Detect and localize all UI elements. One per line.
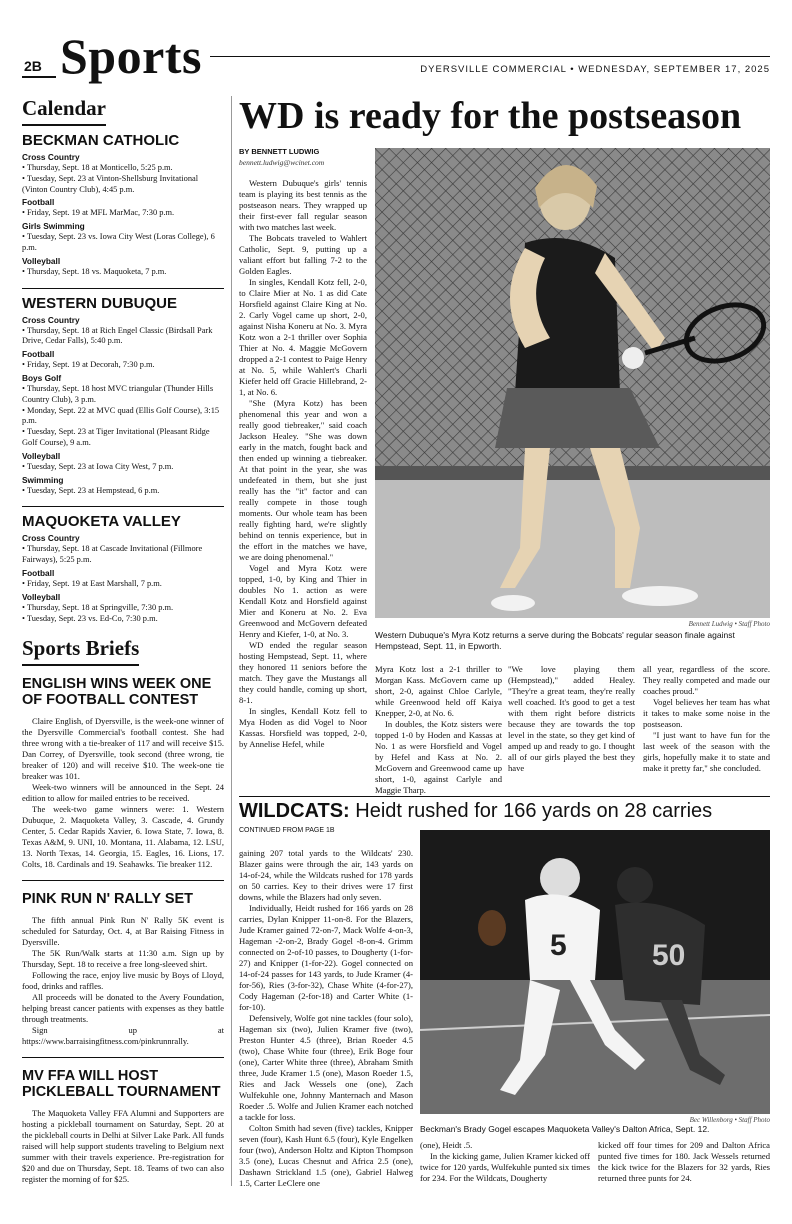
sport-name: Swimming [22, 474, 64, 485]
calendar-event: • Tuesday, Sept. 23 at Hempstead, 6 p.m. [22, 485, 160, 495]
byline: BY BENNETT LUDWIG [239, 147, 320, 156]
sport-name: Volleyball [22, 255, 61, 266]
sport-name: Volleyball [22, 450, 61, 461]
sport-name: Football [22, 197, 55, 208]
calendar-event: • Tuesday, Sept. 23 at Vinton-Shellsburg Invitational (Vinton Country Club), 4:45 p.m. [22, 173, 199, 194]
sport-name: Volleyball [22, 591, 61, 602]
paragraph: gaining 207 total yards to the Wildcats' 230. Blazer gains were through the air, 143 yards on 14-of-24, while the Wildcats rushed for 178 yards on 50 carries. Key to their drives were 17 first downs, while the Blazers had only seven. [239, 848, 413, 902]
paragraph: "I just want to have fun for the last week of the season with the girls, hopefully make it to state and make it pretty far," she concluded. [643, 730, 770, 773]
paragraph: Colton Smith had seven (five) tackles, Knipper seven (four), Kash Hunt 6.5 (four), Kyle Engelken four (two), Anderson Holtz and Kipton Thompson 3.5 (one), Lucas Chesnut and Africa 2.5 (one), Dashawn Strickland 1.5 (one), Gabriel Halweg 1.5, Carter LeClere one [239, 1123, 413, 1188]
calendar [22, 132, 224, 624]
paragraph: Individually, Heidt rushed for 166 yards on 28 carries, Dylan Knipper 11-on-8. For the Blazers, Jude Kramer gained 72-on-7, Mack Wolfe 4-on-3, Hageman -2-on-2, Brady Gogel -8-on-4. Grimm connected on 2-of-10 passes, to Dougherty (1-for-27) and Knipper (1-for-22). Gogel connected on 14-of-24 passes for 143 yards, to Jude Kramer (4-for-56), Ries (3-for-32), Chase White (4-for-27), Cody Hageman (2-for-18) and Carter White (1-for-10). [239, 903, 413, 1012]
masthead-rule [210, 56, 770, 57]
story-column-2 [375, 664, 502, 796]
tennis-photo [375, 148, 770, 618]
tennis-player-image [375, 148, 770, 618]
calendar-event: • Thursday, Sept. 18 at Springville, 7:30 p.m. [22, 602, 174, 612]
paragraph: kicked off four times for 209 and Dalton Africa punted five times for 180. Jack Wessels returned the kick twice for the Blazers for 32 yards, Ries returned three punts for 24. [598, 1140, 770, 1183]
sport-name: Football [22, 349, 55, 360]
main-headline: WD is ready for the postseason [239, 95, 742, 137]
sport-name: Cross Country [22, 152, 80, 162]
story-column-3 [508, 664, 635, 774]
calendar-event: • Tuesday, Sept. 23 vs. Ed-Co, 7:30 p.m. [22, 613, 158, 623]
brief-headline: ENGLISH WINS WEEK ONE OF FOOTBALL CONTEST [22, 676, 212, 709]
paragraph: In singles, Kendall Kotz fell to Mya Hoden as did Vogel to Noor Kassas. Horsfield was topped, 2-0, by Annelise Hefel, while [239, 706, 367, 749]
brief-divider [22, 880, 224, 881]
photo-caption: Western Dubuque's Myra Kotz returns a serve during the Bobcats' regular season finale against Hempstead, Sept. 11, in Epworth. [375, 630, 735, 651]
calendar-event: • Friday, Sept. 19 at Decorah, 7:30 p.m. [22, 360, 155, 370]
story-column-4 [643, 664, 770, 774]
brief-paragraph: The week-two game winners were: 1. Western Dubuque, 2. Maquoketa Valley, 3. Cascade, 4. Grundy Center, 5. Cedar Rapids Xavier, 6. Iowa State, 7. Iowa, 8. Texas A&M, 9. UNI, 10. Montana, 11. Alabama, 12. LSU, 13. North Texas, 14. Georgia, 15. Eagles, 16. Lions, 17. Colts, 18. Cardinals and 19. Seahawks. Tie breaker 112. [22, 804, 224, 870]
calendar-event: • Tuesday, Sept. 23 at Iowa City West, 7 p.m. [22, 461, 174, 471]
spacer [22, 907, 224, 915]
football-photo [420, 830, 770, 1114]
wildcats-column-1 [239, 848, 413, 1189]
brief-paragraph: The 5K Run/Walk starts at 11:30 a.m. Sign up by Thursday, Sept. 18 to receive a free long-sleeved shirt. [22, 948, 224, 970]
calendar-event: • Friday, Sept. 19 at MFL MarMac, 7:30 p.m. [22, 208, 175, 218]
calendar-event: • Thursday, Sept. 18 host MVC triangular (Thunder Hills Country Club), 3 p.m. [22, 383, 214, 404]
school-divider [22, 288, 224, 289]
brief-paragraph: Claire English, of Dyersville, is the week-one winner of the Dyersville Commercial's football contest. She had three wrong with a tie-breaker of 117 and will receive $15. Dan Correy, of Dyersville, took second (three wrong, tie breaker of 120) and will receive $10. The week-one tie breaker was 101. [22, 716, 224, 782]
brief-paragraph: The Maquoketa Valley FFA Alumni and Supporters are hosting a pickleball tournament on Saturday, Sept. 20 at the pickleball courts in Delhi at Silver Lake Park. All funds raised will help support students traveling to Belgium next summer with their travels experience. Pre-registration for $20 and due on Thursday, Sept. 18. Teams of two can also register the morning of for $25. [22, 1108, 224, 1185]
spacer [22, 1100, 224, 1108]
svg-text:50: 50 [652, 939, 686, 972]
sport-name: Cross Country [22, 533, 80, 544]
section-title: Sports [60, 28, 202, 84]
continued-from: CONTINUED FROM PAGE 1B [239, 827, 335, 834]
paragraph: Western Dubuque's girls' tennis team is playing its best tennis as the postseason nears. They wrapped up their first-ever fall regular season with two matches last week. [239, 178, 367, 232]
spacer [22, 708, 224, 716]
wildcats-column-3 [598, 1140, 770, 1184]
calendar-event: • Tuesday, Sept. 23 vs. Iowa City West (Loras College), 6 p.m. [22, 232, 215, 252]
paragraph: The Bobcats traveled to Wahlert Catholic, Sept. 9, putting up a valiant effort but falling 7-2 to the Golden Eagles. [239, 233, 367, 276]
paragraph: In doubles, the Kotz sisters were topped 1-0 by Hoden and Kassas at No. 1 as were Horsfield and Vogel by Hefel and Kass at No. 2. McGovern and Greenwood came up short, 1-0, against Carlyle and Maggie Tharp. [375, 719, 502, 795]
paragraph: "She (Myra Kotz) has been phenomenal this year and won a really good tiebreaker," said coach Jackson Healey. "She was down early in the match, fought back and then ended up winning a tiebreaker. At that point in the year, she was undefeated in them, but she just really has the "it" factor and can really compete in those tough moments. Our whole team has been really fighting hard, we're slightly behind on tennis experience, but in the effort in the matches we have, we are doing phenomenal." [239, 398, 367, 562]
masthead-rule [22, 76, 56, 78]
sport-name: Boys Golf [22, 372, 62, 383]
story-column-1 [239, 178, 367, 750]
briefs-kicker: Sports Briefs [22, 636, 139, 666]
school-divider [22, 506, 224, 507]
paragraph: Defensively, Wolfe got nine tackles (four solo), Hageman six (two), Julien Kramer five (two), Preston Hunter 4.5 (three), Brian Roeder 4.5 (two), Chase White four (three), Erik Boge four (one), Carter White three (three), Abraham Smith three, Jude Kramer 1.5 (one), Mason Roeder 1.5, Ries and Jack Wessels one (one), Zach Wulfekuhle one, Johnny Manternach and Mason Roeder .5. Wolfe and Julien Kramer each notched a tackle for loss. [239, 1013, 413, 1122]
paragraph: In the kicking game, Julien Kramer kicked off twice for 120 yards, Wulfekuhle punted six times for 234. For the Wildcats, Dougherty [420, 1151, 590, 1183]
brief-paragraph: The fifth annual Pink Run N' Rally 5K event is scheduled for Saturday, Oct. 4, at Bar Raising Fitness in Dyersville. [22, 915, 224, 948]
football-players-image [420, 830, 770, 1114]
school-name: BECKMAN CATHOLIC [22, 132, 180, 149]
sports-briefs [22, 676, 224, 1185]
paragraph: In singles, Kendall Kotz fell, 2-0, to Claire Mier at No. 1 as did Cate Horsfield against Claire King at No. 2. Carly Vogel came up short, 2-0, against Nisha Koneru at No. 3. Myra Kotz won a 2-1 thriller over Sophia Thier at No. 4. Maggie McGovern dropped a 2-1 contest to Paige Henry at No. 5, while Wahlert's Charli Kiefer held off Gracie Hillebrand, 2-1, at No. 6. [239, 277, 367, 397]
masthead [22, 28, 770, 84]
school-name: MAQUOKETA VALLEY [22, 513, 181, 531]
sport-name: Girls Swimming [22, 221, 85, 232]
paragraph: Vogel believes her team has what it takes to make some noise in the postseason. [643, 697, 770, 729]
brief-paragraph: Week-two winners will be announced in the Sept. 24 edition to allow for mailed entries to be received. [22, 782, 224, 804]
svg-text:5: 5 [550, 929, 567, 962]
headline-bold: WILDCATS: [239, 800, 350, 822]
brief-headline: MV FFA WILL HOST PICKLEBALL TOURNAMENT [22, 1068, 221, 1101]
calendar-event: • Thursday, Sept. 18 at Rich Engel Classic (Birdsall Park Drive, Cedar Falls), 5:40 p.m. [22, 325, 213, 346]
brief-paragraph: All proceeds will be donated to the Avery Foundation, helping breast cancer patients with expenses as they battle through treatments. [22, 992, 224, 1025]
wildcats-headline [239, 800, 712, 823]
brief-paragraph: Following the race, enjoy live music by Boys of Lloyd, food, drinks and raffles. [22, 970, 224, 992]
school-name: WESTERN DUBUQUE [22, 294, 178, 312]
paragraph: Vogel and Myra Kotz were topped, 1-0, by King and Thier in doubles No 1. action as were Kendall Kotz and Horsfield against Mier and Koneru at No. 2. Eva Greenwood and McGovern defeated Henry and Kiefer, 1-0, at No. 3. [239, 563, 367, 639]
photo-credit: Bec Willenborg • Staff Photo [689, 1116, 770, 1124]
headline-rest: Heidt rushed for 166 yards on 28 carries [349, 800, 713, 822]
author-email[interactable]: bennett.ludwig@wcinet.com [239, 158, 325, 167]
calendar-event: • Thursday, Sept. 18 at Cascade Invitational (Fillmore Fairways), 5:25 p.m. [22, 544, 203, 565]
page-number: 2B [24, 58, 42, 74]
wildcats-column-2 [420, 1140, 590, 1184]
calendar-event: • Tuesday, Sept. 23 at Tiger Invitational (Pleasant Ridge Golf Course), 9 a.m. [22, 427, 210, 447]
calendar-event: • Monday, Sept. 22 at MVC quad (Ellis Golf Course), 3:15 p.m. [22, 405, 220, 426]
calendar-event: • Friday, Sept. 19 at East Marshall, 7 p.m. [22, 578, 162, 588]
sport-name: Football [22, 567, 55, 578]
paragraph: Myra Kotz lost a 2-1 thriller to Morgan Kass. McGovern came up short, 2-0, against Chloe Carlyle, while Greenwood held off Kaiya Knepper, 2-0, at No. 6. [375, 664, 502, 718]
paragraph: "We love playing them (Hempstead)," added Healey. "They're a great team, they're really well coached. It's good to get a test with them right before districts because they are towards the top level in the state, so they get kind of amped up and ready to go. I thought all of our girls played the best they have [508, 664, 635, 773]
column-divider [231, 96, 232, 1186]
calendar-event: • Thursday, Sept. 18 vs. Maquoketa, 7 p.m. [22, 266, 167, 276]
paragraph: all year, regardless of the score. They really competed and made our coaches proud." [643, 664, 770, 696]
brief-divider [22, 1057, 224, 1058]
sport-name: Cross Country [22, 314, 80, 325]
section-rule [239, 796, 770, 797]
photo-credit: Bennett Ludwig • Staff Photo [688, 620, 770, 628]
brief-paragraph: Sign up at https://www.barraisingfitness.com/pinkrunnrally. [22, 1025, 224, 1047]
left-column [22, 96, 224, 1185]
brief-headline: PINK RUN N' RALLY SET [22, 891, 194, 908]
calendar-event: • Thursday, Sept. 18 at Monticello, 5:25 p.m. [22, 163, 173, 172]
dateline: DYERSVILLE COMMERCIAL • WEDNESDAY, SEPTEMBER 17, 2025 [420, 64, 770, 75]
calendar-kicker: Calendar [22, 96, 106, 126]
photo-caption: Beckman's Brady Gogel escapes Maquoketa Valley's Dalton Africa, Sept. 12. [420, 1124, 710, 1134]
paragraph: WD ended the regular season hosting Hempstead, Sept. 11, where they honored 11 seniors before the match. They gave the Mustangs all they could handle, coming up short, 8-1. [239, 640, 367, 705]
paragraph: (one), Heidt .5. [420, 1140, 473, 1150]
